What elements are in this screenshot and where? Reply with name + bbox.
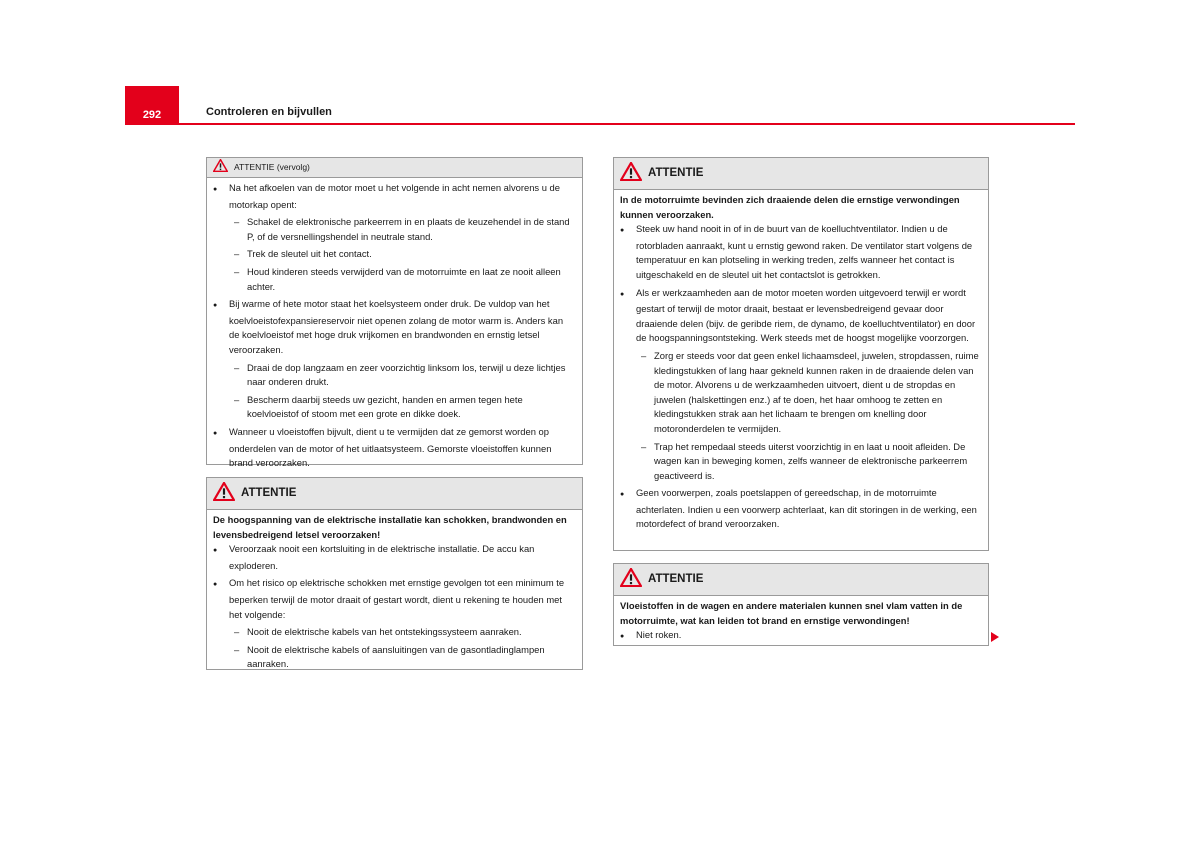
item-text: Om het risico op elektrische schokken met ernstige gevolgen tot een minimum te beperken terwijl de motor draait of gestart wordt, dient u rekening te houden met het volgende: [229,577,565,620]
warning-box-header [207,158,582,178]
warning-intro: In de motorruimte bevinden zich draaiende delen die ernstige verwondingen kunnen veroorzaken. [620,194,960,220]
item-text: Steek uw hand nooit in of in de buurt van de koelluchtventilator. Indien u de rotorbladen aanraakt, kunt u ernstig gewond raken. De ventilator start volgens de temperatuur en kan plotseling in werking treden, zelfs wanneer het contact is uitgeschakeld en de sleutel uit het contactslot is getrokken. [636,223,973,280]
bullet-item [213,181,575,212]
bullet-marker: ● [213,302,218,310]
item-text: Na het afkoelen van de motor moet u het volgende in acht nemen alvorens u de motorkap opent: [229,182,560,210]
warning-box-fire [613,563,989,646]
warning-box-electrical [206,477,583,670]
item-text: Houd kinderen steeds verwijderd van de motorruimte en laat ze nooit alleen achter. [247,265,561,292]
dash-marker: – [234,265,240,277]
dash-marker: – [234,626,240,638]
warning-triangle-icon [213,159,228,177]
item-text: Veroorzaak nooit een kortsluiting in de elektrische installatie. De accu kan exploderen. [229,543,535,571]
bullet-marker: ● [620,290,625,298]
bullet-marker: ● [213,186,218,193]
warning-box-header [614,158,988,190]
warning-triangle-icon [620,568,642,592]
item-text: Trek de sleutel uit het contact. [247,248,372,260]
bullet-marker: ● [620,227,625,235]
sub-item [234,215,575,244]
warning-box-title: ATTENTIE [241,487,297,500]
bullet-marker: ● [213,429,218,437]
bullet-item [213,576,575,622]
dash-marker: – [234,216,240,228]
sub-item [234,361,575,390]
continue-arrow-icon [991,632,999,642]
dash-marker: – [234,393,240,405]
warning-box-title: ATTENTIE (vervolg) [234,162,310,173]
dash-marker: – [641,440,647,452]
sub-item [641,440,981,484]
sub-item [234,643,575,672]
bullet-marker: ● [213,581,218,589]
item-text: Nooit de elektrische kabels van het ontstekingssysteem aanraken. [247,626,522,638]
dash-marker: – [234,361,240,373]
bullet-item [213,425,575,471]
item-text: Bij warme of hete motor staat het koelsysteem onder druk. De vuldop van het koelvloeistofexpansiereservoir niet openen zolang de motor warm is. Anders kan de koelvloeistof met hoge druk vrijkomen en brandwonden en ernstig letsel veroorzaken. [229,298,564,355]
bullet-item [620,628,981,645]
sub-item [234,625,575,640]
bullet-item [620,486,981,532]
item-text: Als er werkzaamheden aan de motor moeten worden uitgevoerd terwijl er wordt gestart of terwijl de motor draait, bestaat er levensbedreigend gevaar door draaiende delen (bijv. de geribde riem, de dynamo, de koelluchtventilator) en door de hoogspanningsontsteking. Werk steeds met de hoogst mogelijke voorzorgen. [636,286,976,344]
sub-item [641,349,981,437]
bullet-marker: ● [213,547,218,555]
bullet-marker: ● [620,491,625,499]
warning-box-continued [206,157,583,469]
dash-marker: – [234,248,240,260]
section-title: Controleren en bijvullen [206,106,332,118]
warning-triangle-icon [213,482,235,506]
sub-item [234,265,575,294]
item-text: Bescherm daarbij steeds uw gezicht, handen en armen tegen hete koelvloeistof of stoom met een grote en dikke doek. [247,393,523,420]
warning-box-body [207,178,582,477]
header-rule [125,123,1075,125]
warning-items [213,542,575,672]
item-text: Wanneer u vloeistoffen bijvult, dient u te vermijden dat ze gemorst worden op onderdelen van de motor of het uitlaatsysteem. Gemorste vloeistoffen kunnen brand veroorzaken. [229,425,552,469]
item-text: Geen voorwerpen, zoals poetslappen of gereedschap, in de motorruimte achterlaten. Indien u een voorwerp achterlaat, kan dit storingen in de werking, een motordefect of brand veroorzaken. [636,487,977,530]
warning-intro: De hoogspanning van de elektrische installatie kan schokken, brandwonden en levensbedreigend letsel veroorzaken! [213,514,567,540]
warning-items [620,628,981,645]
dash-marker: – [641,349,647,361]
bullet-item [620,222,981,282]
warning-box-body [207,510,582,678]
bullet-marker: ● [620,633,625,641]
warning-triangle-icon [620,162,642,186]
bullet-item [213,542,575,573]
item-text: Niet roken. [636,629,682,641]
warning-box-moving-parts [613,157,989,551]
bullet-item [213,297,575,357]
item-text: Nooit de elektrische kabels of aansluitingen van de gasontladinglampen aanraken. [247,643,545,670]
bullet-item [620,286,981,346]
item-text: Trap het rempedaal steeds uiterst voorzichtig in en laat u nooit afleiden. De wagen kan in beweging komen, zelfs wanneer de elektronische parkeerrem geactiveerd is. [654,440,968,481]
item-text: Schakel de elektronische parkeerrem in en plaats de keuzehendel in de stand P, of de versnellingshendel in neutrale stand. [247,216,570,242]
warning-box-header [207,478,582,510]
warning-box-body [614,596,988,651]
warning-box-title: ATTENTIE [648,573,704,586]
dash-marker: – [234,643,240,655]
warning-items [620,222,981,532]
sub-item [234,247,575,262]
warning-box-header [614,564,988,596]
page-number: 292 [125,86,179,124]
warning-intro: Vloeistoffen in de wagen en andere materialen kunnen snel vlam vatten in de motorruimte, wat kan leiden tot brand en ernstige verwondingen! [620,600,963,626]
item-text: Draai de dop langzaam en zeer voorzichtig linksom los, terwijl u deze lichtjes naar onderen drukt. [247,361,566,388]
item-text: Zorg er steeds voor dat geen enkel lichaamsdeel, juwelen, stropdassen, ruime kledingstukken of lang haar gekneld kunnen raken in de draaiende delen van de motor. Alvorens u de werkzaamheden uitvoert, dient u de stropdas en juwelen (halskettingen enz.) af te doen, het haar omhoog te zetten en kledingstukken strak aan het lichaam te brengen om knelling door motoronderdelen te vermijden. [654,349,979,434]
warning-box-title: ATTENTIE [648,167,704,180]
warning-box-body [614,190,988,538]
sub-item [234,393,575,422]
